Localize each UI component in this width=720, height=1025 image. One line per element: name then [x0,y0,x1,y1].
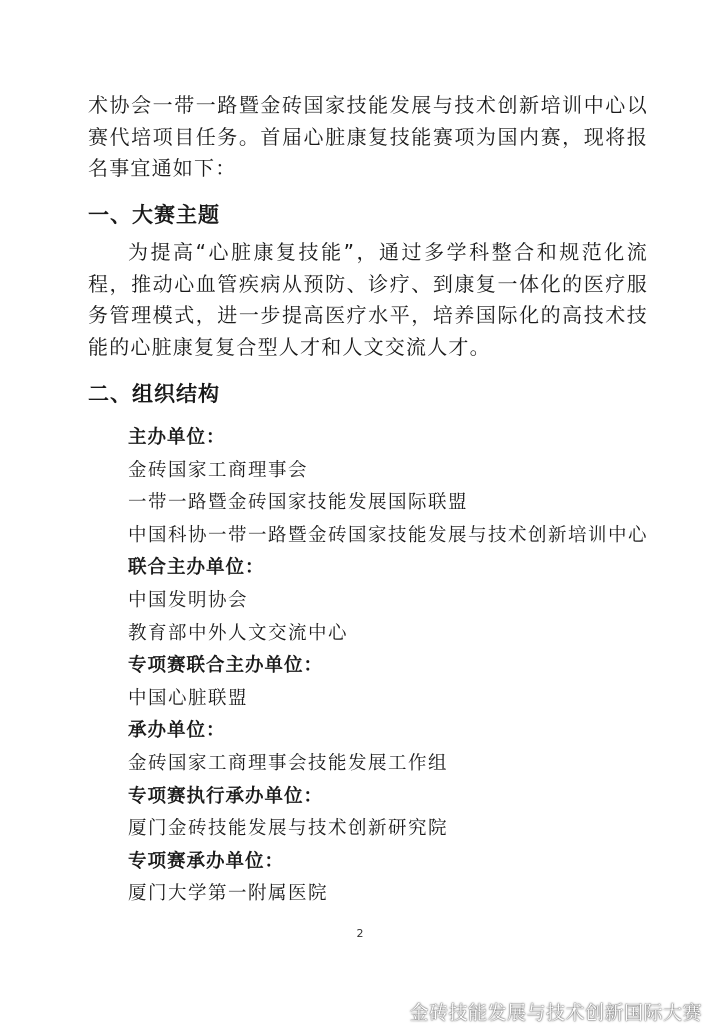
org-label-host: 主办单位： [128,427,226,448]
org-label-organizer: 承办单位： [128,720,226,742]
org-item: 厦门金砖技能发展与技术创新研究院 [128,818,449,840]
watermark [377,998,702,1025]
watermark-text: 金砖技能发展与技术创新国际大赛 [409,1002,702,1024]
org-label-special-organizer: 专项赛承办单位： [128,850,285,872]
org-label-executive-organizer: 专项赛执行承办单位： [128,785,324,807]
section-1-body: 为提高“心脏康复技能”，通过多学科整合和规范化流程，推动心血管疾病从预防、诊疗、到康复一体化的医疗服务管理模式，进一步提高医疗水平，培养国际化的高技术技能的心脏康复复合型人才和人文交流人才。 [88,240,648,359]
org-label-co-host: 联合主办单位： [128,557,265,579]
section-1-heading: 一、大赛主题 [88,203,220,227]
org-item: 一带一路暨金砖国家技能发展国际联盟 [128,492,469,514]
section-2-heading: 二、组织结构 [88,382,220,406]
org-label-special-co-host: 专项赛联合主办单位： [128,655,324,677]
org-item: 中国科协一带一路暨金砖国家技能发展与技术创新培训中心 [128,524,649,546]
page-number: 2 [356,927,364,940]
org-item: 教育部中外人文交流中心 [128,622,349,644]
wechat-icon [377,1001,403,1023]
org-item: 金砖国家工商理事会技能发展工作组 [128,752,449,774]
org-item: 金砖国家工商理事会 [128,459,309,481]
intro-paragraph: 术协会一带一路暨金砖国家技能发展与技术创新培训中心以赛代培项目任务。首届心脏康复技能赛项为国内赛，现将报名事宜通如下： [88,93,648,180]
org-item: 厦门大学第一附属医院 [128,883,329,905]
org-item: 中国发明协会 [128,589,249,611]
organization-list [128,422,668,911]
org-item: 中国心脏联盟 [128,687,249,709]
